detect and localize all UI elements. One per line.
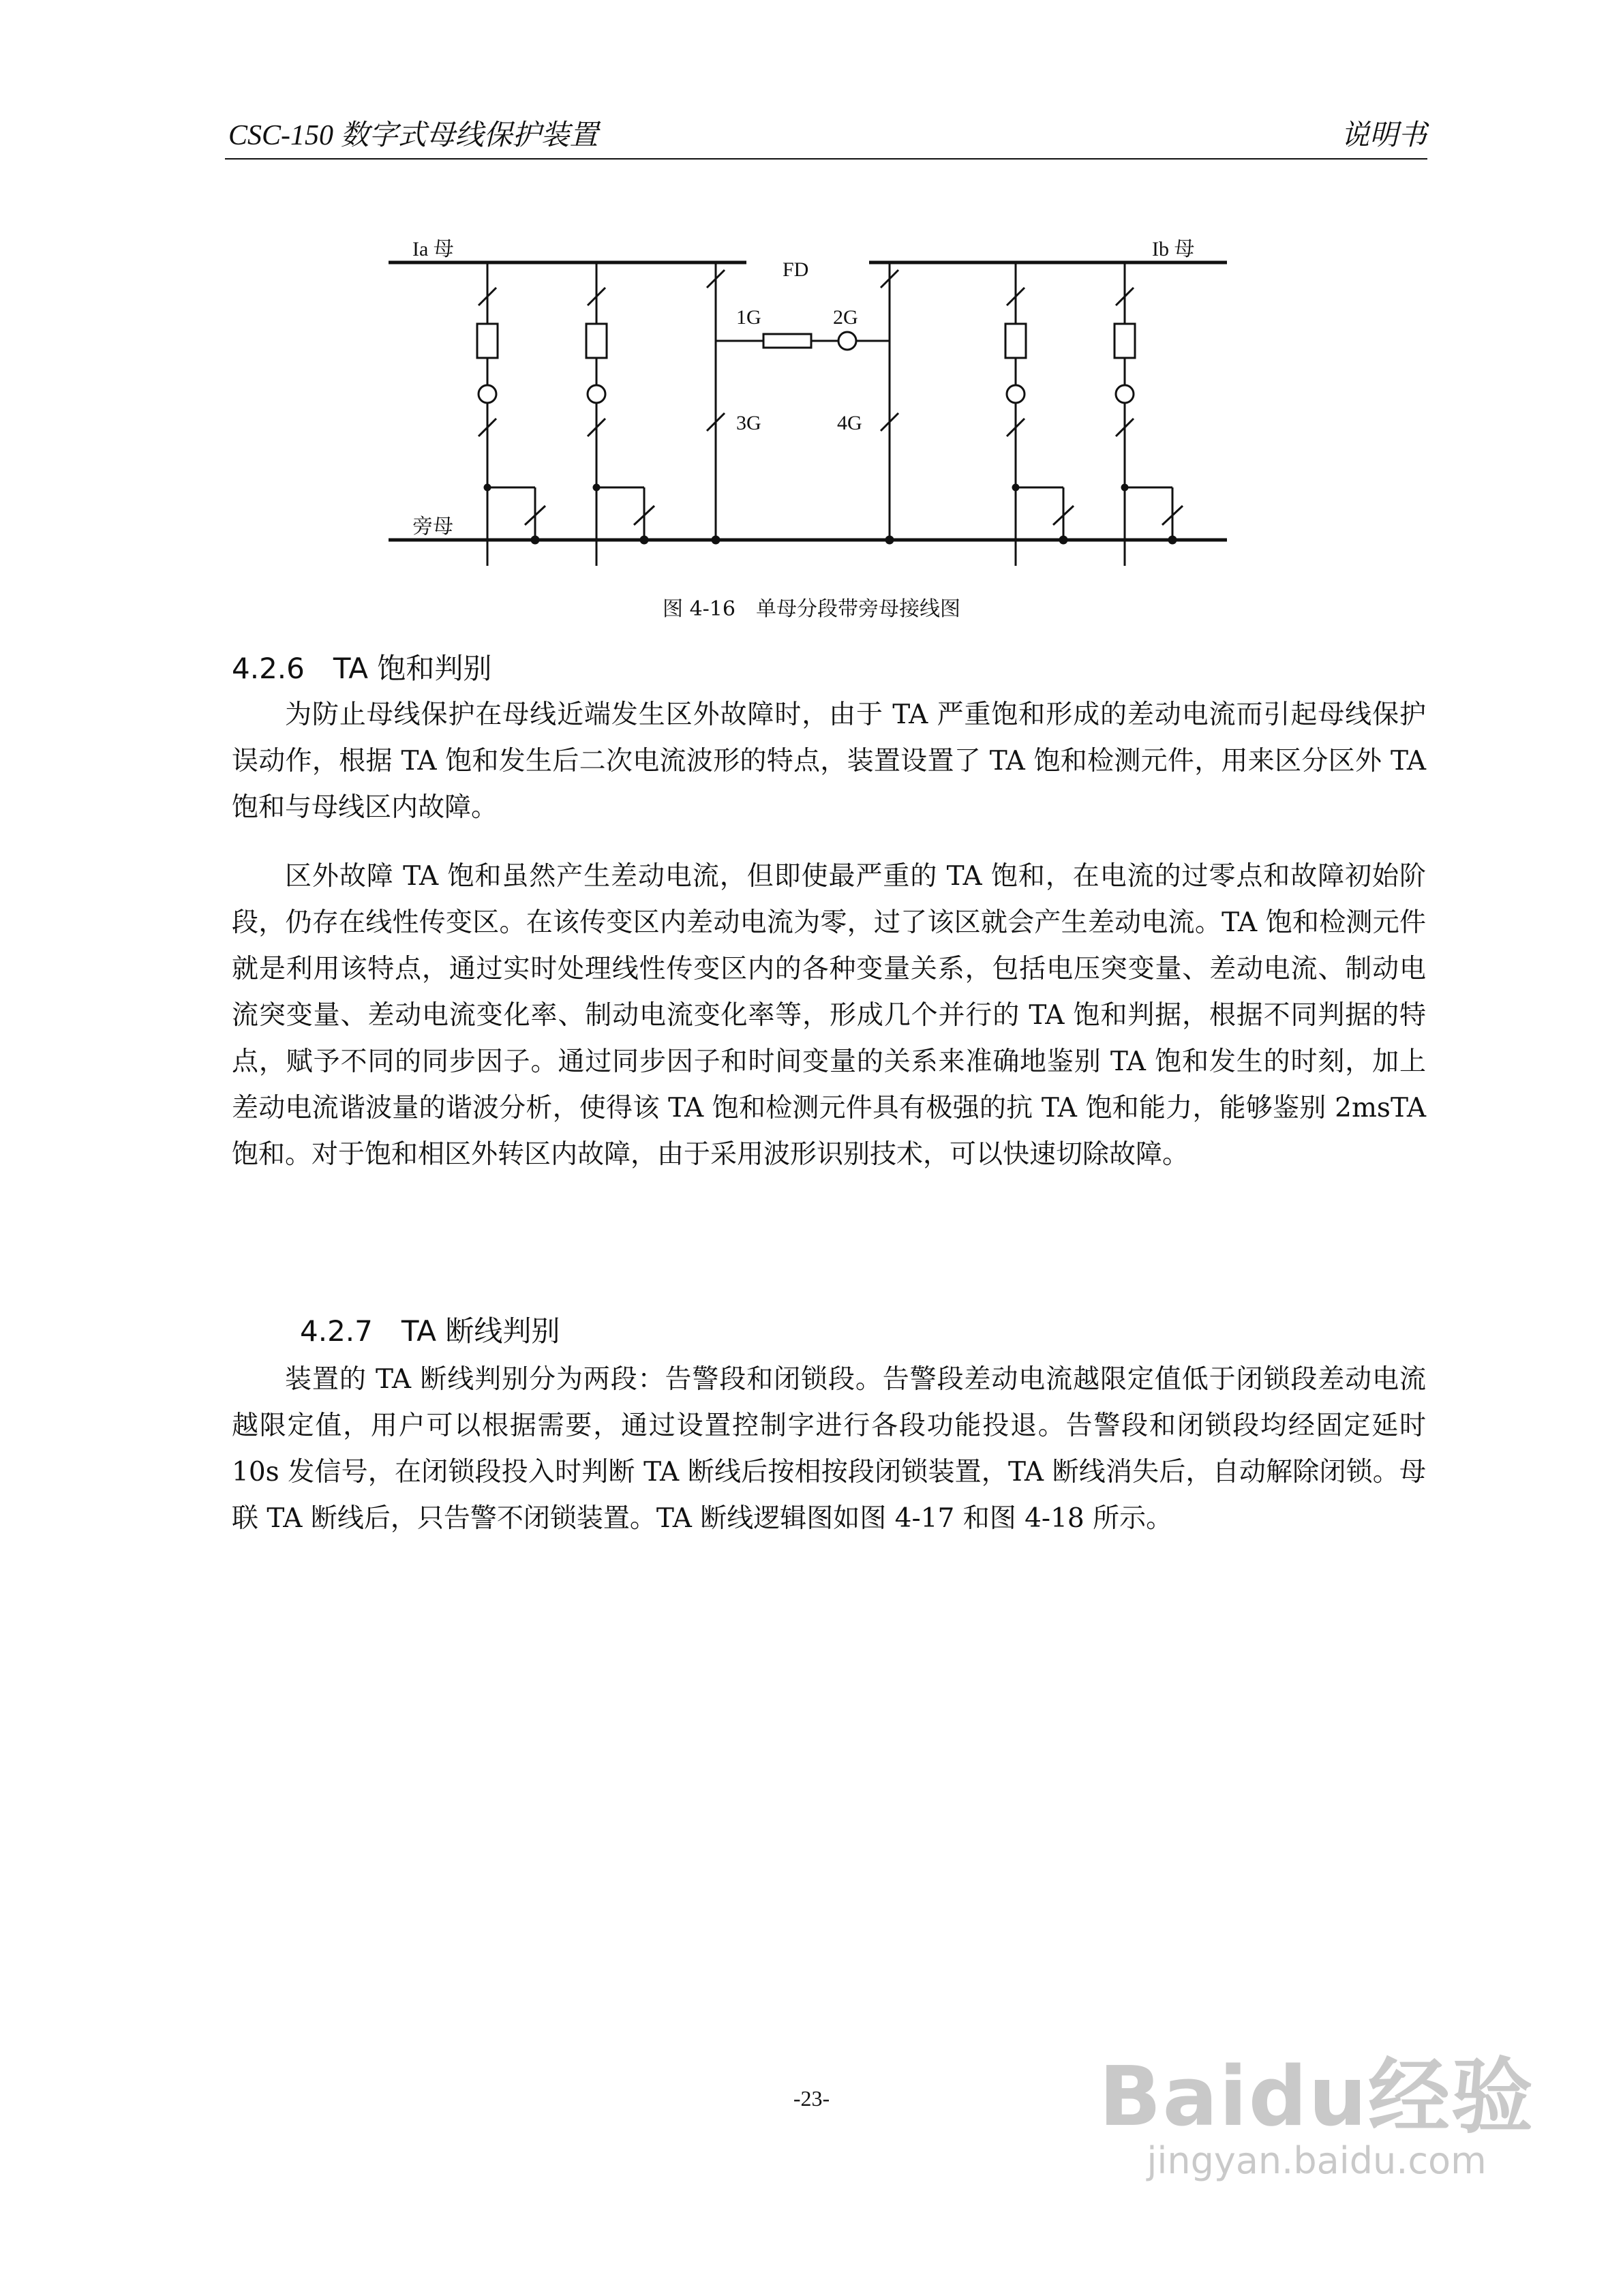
header-title: CSC-150 数字式母线保护装置 [228,120,598,151]
watermark-logo: Baidu经验 [1099,2050,1534,2145]
section-title-4-2-6: 4.2.6 TA 饱和判别 [232,652,492,685]
section-title-4-2-7: 4.2.7 TA 断线判别 [300,1314,560,1348]
feeder-4 [1114,262,1183,566]
bus-a-label: Ia 母 [412,238,454,260]
page-number: -23- [793,2086,830,2111]
figure-caption: 图 4-16 单母分段带旁母接线图 [663,597,960,621]
paragraph: 装置的 TA 断线判别分为两段：告警段和闭锁段。告警段差动电流越限定值低于闭锁段差动电流越限定值，用户可以根据需要，通过设置控制字进行各段功能投退。告警段和闭锁段均经固定延时 10s 发信号，在闭锁段投入时判断 TA 断线后按相按段闭锁装置，TA 断线消失后，自动解除闭锁。母联 TA 断线后，只告警不闭锁装置。TA 断线逻辑图如图 4-17 和图 4-18 所示。 [232,1364,1426,1534]
bus-b-label: Ib 母 [1152,238,1195,260]
paragraph: 区外故障 TA 饱和虽然产生差动电流，但即使最严重的 TA 饱和，在电流的过零点和故障初始阶段，仍存在线性传变区。在该传变区内差动电流为零，过了该区就会产生差动电流。TA 饱和检测元件就是利用该特点，通过实时处理线性传变区内的各种变量关系，包括电压突变量、差动电流、制动电流突变量、差动电流变化率、制动电流变化率等，形成几个并行的 TA 饱和判据，根据不同判据的特点，赋予不同的同步因子。通过同步因子和时间变量的关系来准确地鉴别 TA 饱和发生的时刻，加上差动电流谐波量的谐波分析，使得该 TA 饱和检测元件具有极强的抗 TA 饱和能力，能够鉴别 2msTA 饱和。对于饱和相区外转区内故障，由于采用波形识别技术，可以快速切除故障。 [232,861,1426,1170]
switch-2g-label: 2G [833,306,858,329]
wiring-diagram [382,225,1268,579]
bypass-bus-label: 旁母 [412,515,453,538]
feeder-1 [477,262,545,566]
switch-1g-label: 1G [736,306,761,329]
fd-label: FD [783,258,809,281]
paragraph: 为防止母线保护在母线近端发生区外故障时，由于 TA 严重饱和形成的差动电流而引起母线保护误动作，根据 TA 饱和发生后二次电流波形的特点，装置设置了 TA 饱和检测元件，用来区分区外 TA 饱和与母线区内故障。 [232,699,1426,823]
feeder-3 [1005,262,1074,566]
header-rule [225,158,1427,160]
feeder-2 [586,262,654,566]
watermark-url: jingyan.baidu.com [1147,2139,1487,2182]
switch-3g-label: 3G [736,412,761,434]
switch-4g-label: 4G [837,412,862,434]
watermark [1099,2031,1534,2182]
section-breaker-fd [707,262,898,543]
header-doc-type: 说明书 [1340,120,1427,151]
